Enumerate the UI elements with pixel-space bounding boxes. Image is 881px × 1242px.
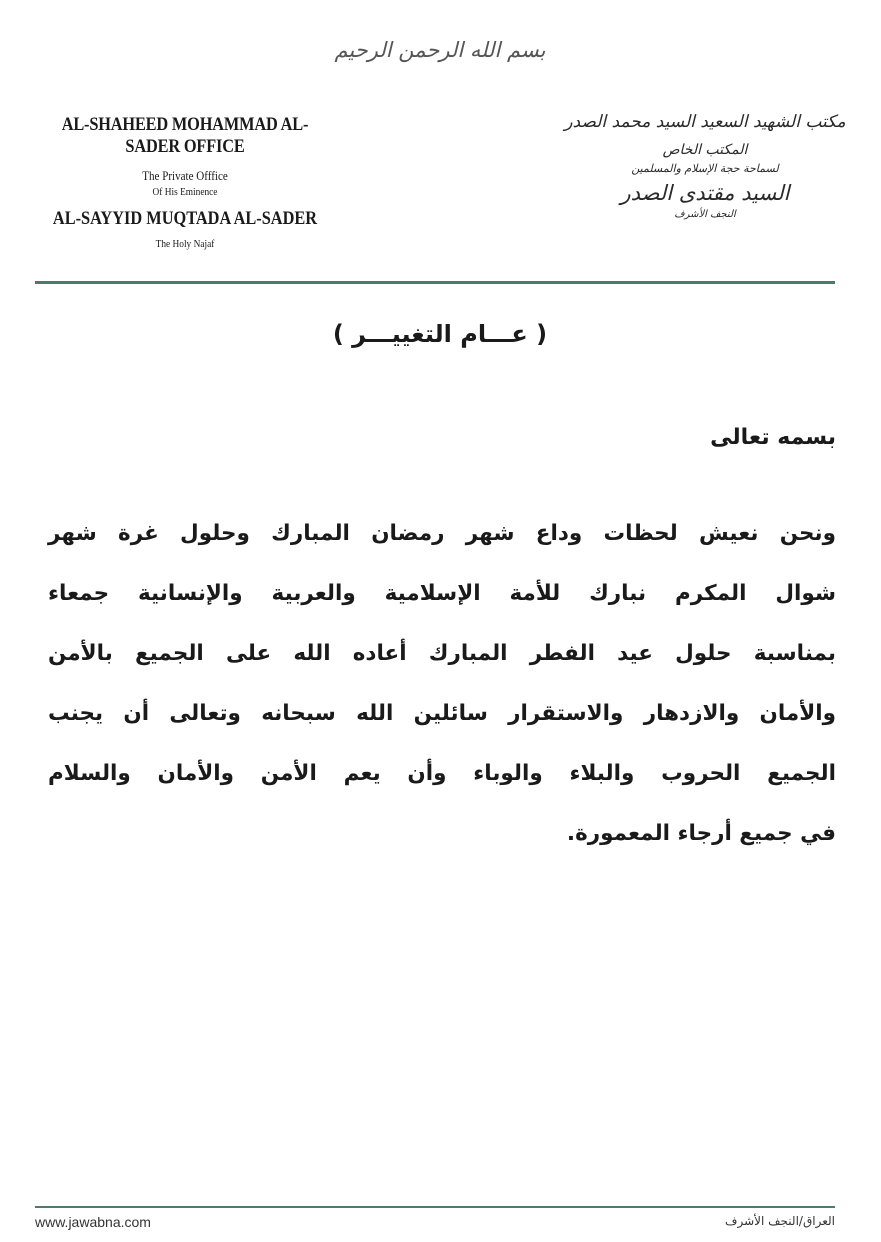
statement-paragraph bbox=[48, 504, 836, 864]
basmala-header: بسم الله الرحمن الرحيم bbox=[334, 38, 546, 62]
english-city: The Holy Najaf bbox=[155, 238, 215, 250]
arabic-office-name: مكتب الشهيد السعيد السيد محمد الصدر bbox=[564, 112, 846, 132]
header-divider bbox=[35, 281, 835, 284]
arabic-private-office: المكتب الخاص bbox=[662, 142, 748, 158]
footer-divider bbox=[35, 1206, 835, 1208]
english-eminence: Of His Eminence bbox=[152, 186, 218, 198]
english-office-name: AL-SHAHEED MOHAMMAD AL-SADER OFFICE bbox=[61, 114, 309, 157]
paragraph-line: بمناسبة حلول عيد الفطر المبارك أعاده الله على الجميع بالأمن bbox=[48, 641, 836, 666]
paragraph-line: والأمان والازدهار والاستقرار سائلين الله سبحانه وتعالى أن يجنب bbox=[48, 701, 836, 726]
arabic-letterhead bbox=[560, 112, 850, 220]
statement-heading: ( عـــام التغييـــر ) bbox=[332, 320, 548, 348]
arabic-sayyid-name: السيد مقتدى الصدر bbox=[620, 181, 790, 205]
english-letterhead bbox=[20, 114, 350, 250]
english-sayyid-name: AL-SAYYID MUQTADA AL-SADER bbox=[52, 208, 318, 229]
statement-body bbox=[48, 418, 836, 864]
arabic-title: لسماحة حجة الإسلام والمسلمين bbox=[631, 162, 779, 175]
paragraph-line: الجميع الحروب والبلاء والوباء وأن يعم الأمن والأمان والسلام bbox=[48, 761, 836, 786]
footer-website: www.jawabna.com bbox=[35, 1214, 151, 1230]
paragraph-line: في جميع أرجاء المعمورة. bbox=[566, 821, 836, 846]
english-private-office: The Private Offfice bbox=[142, 168, 228, 183]
arabic-city: النجف الأشرف bbox=[674, 209, 736, 220]
paragraph-line: ونحن نعيش لحظات وداع شهر رمضان المبارك وحلول غرة شهر bbox=[48, 521, 836, 546]
footer-location: العراق/النجف الأشرف bbox=[725, 1214, 835, 1228]
statement-intro: بسمه تعالى bbox=[710, 425, 836, 450]
paragraph-line: شوال المكرم نبارك للأمة الإسلامية والعربية والإنسانية جمعاء bbox=[48, 581, 836, 606]
